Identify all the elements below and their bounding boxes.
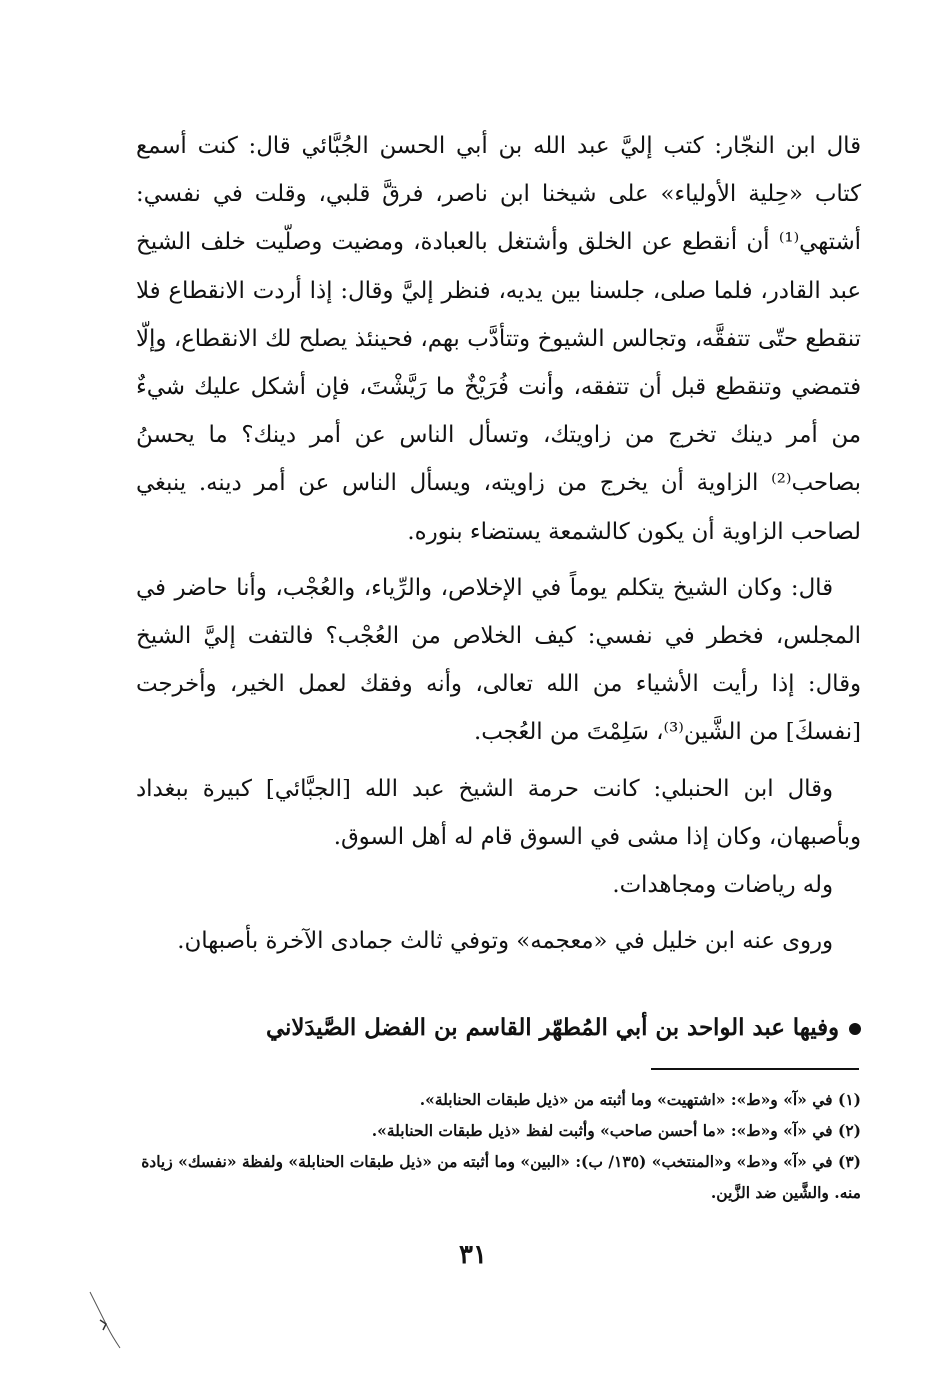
page-number: ٣١ (459, 1240, 487, 1270)
footnote-divider (651, 1068, 859, 1070)
entry-text: وفيها عبد الواحد بن أبي المُطهّر القاسم بن الفضل الصَّيدَلاني (265, 1015, 839, 1041)
main-text (136, 122, 861, 965)
bullet-icon (849, 1023, 861, 1035)
obituary-entry (136, 1004, 861, 1052)
paragraph-ibn-hanbali: وقال ابن الحنبلي: كانت حرمة الشيخ عبد الله [الجبَّائي] كبيرة ببغداد وبأصبهان، وكان إذا مشى في السوق قام له أهل السوق. (136, 775, 861, 850)
footnote-1: (١) في «آ» و«ط»: «اشتهيت» وما أثبته من «ذيل طبقات الحنابلة». (419, 1090, 861, 1109)
footnote-3: (٣) في «آ» و«ط» و«المنتخب» (١٣٥/ ب): «البين» وما أثبته من «ذيل طبقات الحنابلة» ولفظة «نفسك» زيادة منه. والشَّين ضد الزَّين. (141, 1152, 861, 1202)
footnotes (136, 1084, 861, 1208)
footnote-2: (٢) في «آ» و«ط»: «ما أحسن صاحب» وأثبت لفظ «ذيل طبقات الحنابلة». (371, 1121, 861, 1140)
paragraph-ikhlas: قال: وكان الشيخ يتكلم يوماً في الإخلاص، والرِّياء، والعُجْب، وأنا حاضر في المجلس، فخطر في نفسي: كيف الخلاص من العُجْب؟ فالتفت إليَّ الشيخ وقال: إذا رأيت الأشياء من الله تعالى، وأنه وفقك لعمل الخير، وأخرجت [نفسكَ] من الشَّين⁽³⁾، سَلِمْتَ من العُجب. (136, 574, 861, 746)
paragraph-death: وروى عنه ابن خليل في «معجمه» وتوفي ثالث جمادى الآخرة بأصبهان. (177, 928, 833, 955)
paragraph-ibn-najjar: قال ابن النجّار: كتب إليَّ عبد الله بن أبي الحسن الجُبَّائي قال: كنت أسمع كتاب «حِلية الأولياء» على شيخنا ابن ناصر، فرقَّ قلبي، وقلت في نفسي: أشتهي⁽¹⁾ أن أنقطع عن الخلق وأشتغل بالعبادة، ومضيت وصلّيت خلف الشيخ عبد القادر، فلما صلى، جلسنا بين يديه، فنظر إليَّ وقال: إذا أردت الانقطاع فلا تنقطع حتّى تتفقَّه، وتجالس الشيوخ وتتأدَّب بهم، فحينئذ يصلح لك الانقطاع، وإلّا فتمضي وتنقطع قبل أن تتفقه، وأنت فُرَيْخٌ ما رَيَّشْتَ، فإن أشكل عليك شيءٌ من أمر دينك تخرج من زاويتك، وتسأل الناس عن أمر دينك؟ ما يحسنُ بصاحب⁽²⁾ الزاوية أن يخرج من زاويته، ويسأل الناس عن أمر دينه. ينبغي لصاحب الزاوية أن يكون كالشمعة يستضاء بنوره. (136, 133, 861, 545)
scan-mark-icon (86, 1290, 122, 1350)
paragraph-riyadat: وله رياضات ومجاهدات. (612, 872, 833, 899)
